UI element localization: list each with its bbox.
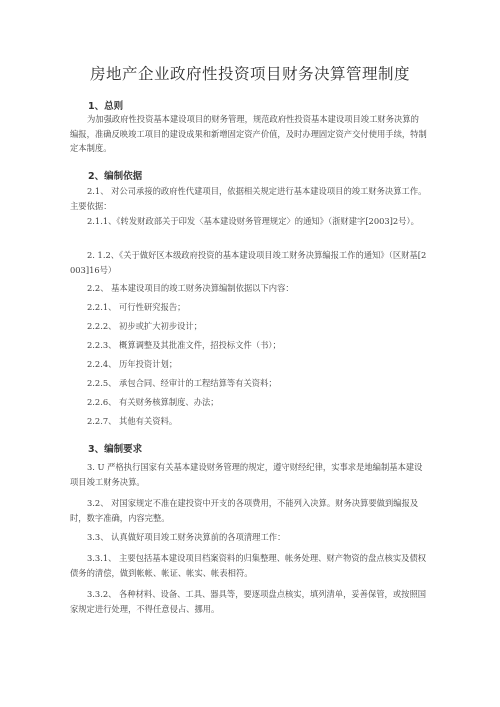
list-item: 2.2.3、 概算调整及其批准文件，招投标文件（书）； bbox=[87, 340, 281, 350]
paragraph: 3.3.2、 各种材料、设备、工具、器具等，要逐项盘点核实，填列清单，妥善保管，或按照国家规定进行处理，不得任意侵占、挪用。 bbox=[70, 589, 427, 614]
paragraph: 2. 1.2、《关于做好区本级政府投资的基本建设项目竣工财务决算编报工作的通知》（区财基[2003]16号） bbox=[70, 250, 427, 275]
paragraph: 2.1.1、《转发财政部关于印发〈基本建设财务管理规定〉的通知》（浙财建字[2003]2号）。 bbox=[87, 216, 419, 226]
list-item: 2.2.6、 有关财务核算制度、办法； bbox=[87, 397, 219, 407]
paragraph: 2.2、 基本建设项目的竣工财务决算编制依据以下内容： bbox=[87, 283, 294, 293]
section-heading-general: 1、总则 bbox=[88, 101, 124, 112]
paragraph: 3.2、 对国家规定不准在建投资中开支的各项费用，不能列入决算。财务决算要做到编报及时，数字准确，内容完整。 bbox=[70, 498, 419, 523]
paragraph: 为加强政府性投资基本建设项目的财务管理，规范政府性投资基本建设项目竣工财务决算的编报，准确反映竣工项目的建设成果和新增固定资产价值，及时办理固定资产交付使用手续，特制定本制度。 bbox=[70, 114, 427, 154]
paragraph: 3. U 严格执行国家有关基本建设财务管理的规定，遵守财经纪律，实事求是地编制基本建设项目竣工财务决算。 bbox=[70, 462, 423, 487]
section-heading-requirements: 3、编制要求 bbox=[88, 444, 143, 455]
list-item: 2.2.5、 承包合同、经审计的工程结算等有关资料； bbox=[87, 378, 277, 388]
list-item: 2.2.7、 其他有关资料。 bbox=[87, 416, 178, 426]
paragraph: 3.3、 认真做好项目竣工财务决算前的各项清理工作： bbox=[87, 532, 286, 542]
section-heading-basis: 2、编制依据 bbox=[88, 171, 143, 182]
paragraph: 2.1、 对公司承接的政府性代建项目，依据相关规定进行基本建设项目的竣工财务决算工作。主要依据： bbox=[70, 186, 427, 211]
list-item: 2.2.1、 可行性研究报告； bbox=[87, 302, 186, 312]
list-item: 2.2.4、 历年投资计划； bbox=[87, 359, 178, 369]
page-title: 房地产企业政府性投资项目财务决算管理制度 bbox=[89, 65, 410, 83]
list-item: 2.2.2、 初步或扩大初步设计； bbox=[87, 321, 203, 331]
paragraph: 3.3.1、 主要包括基本建设项目档案资料的归集整理、帐务处理、财产物资的盘点核实及债权债务的清偿，做到帐帐、帐证、帐实、帐表相符。 bbox=[70, 553, 427, 578]
